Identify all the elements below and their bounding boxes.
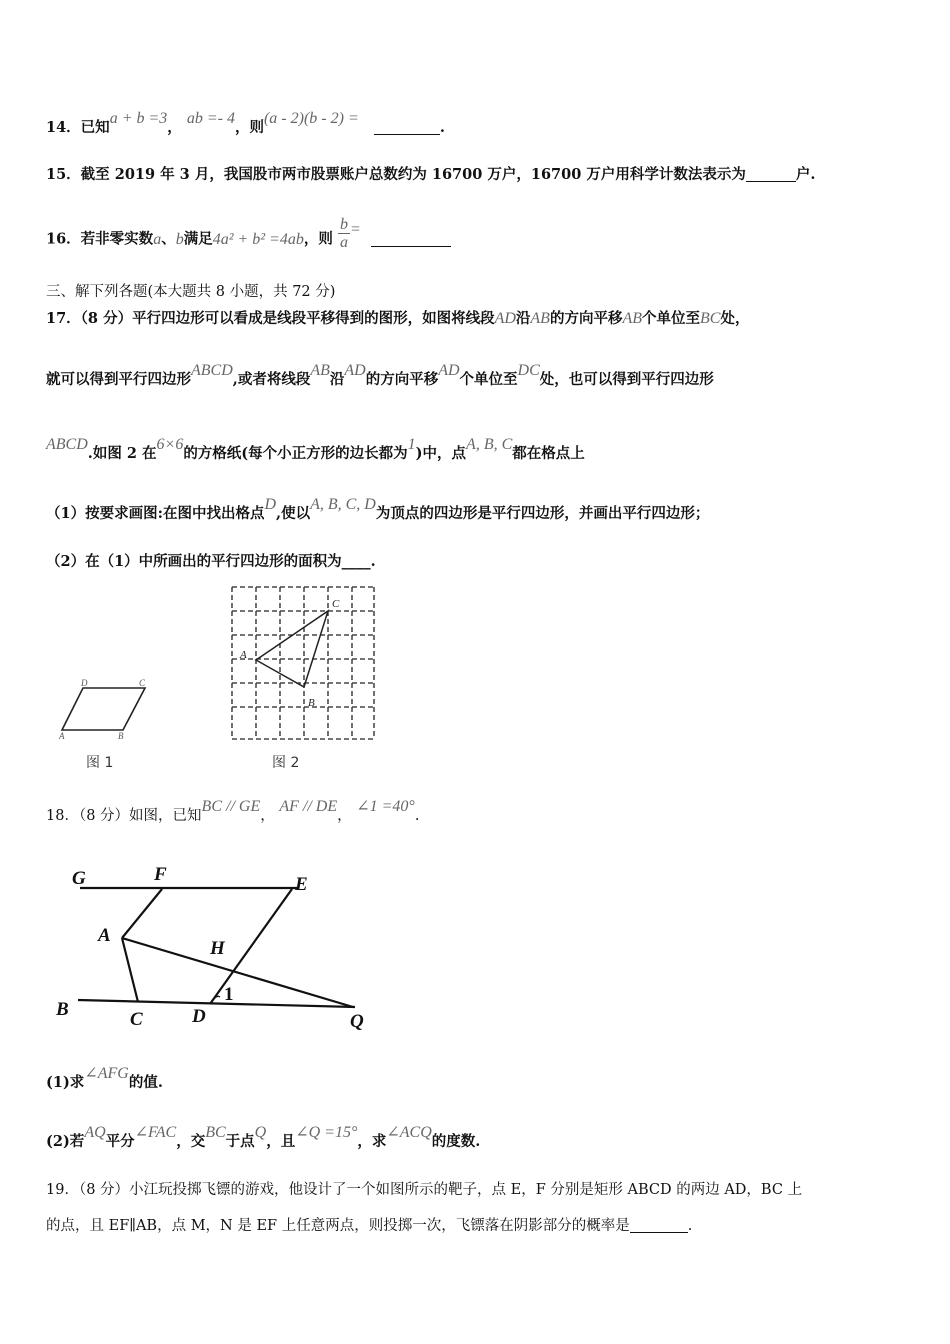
vertex-label-c: C bbox=[139, 678, 146, 688]
question-19-line1: 19．（8 分）小江玩投掷飞镖的游戏，他设计了一个如图所示的靶子，点 E，F 分别是矩形 ABCD 的两边 AD，BC 上 bbox=[46, 1182, 803, 1198]
section-title: 三、解下列各题(本大题共 8 小题，共 72 分) bbox=[46, 284, 336, 300]
label-g: G bbox=[72, 868, 86, 889]
answer-blank[interactable] bbox=[630, 1218, 688, 1233]
label-b: B bbox=[56, 999, 69, 1020]
label-d: D bbox=[192, 1006, 206, 1027]
question-17-line1: 17．（8 分）平行四边形可以看成是线段平移得到的图形，如图将线段AD沿AB的方向平移AB个单位至BC处， bbox=[46, 310, 750, 327]
figure-1-parallelogram bbox=[55, 676, 155, 741]
question-14: 14．已知a + b =3， ab =- 4，则(a - 2)(b - 2) = . bbox=[46, 110, 445, 136]
question-17-part1: （1）按要求画图:在图中找出格点D,使以A, B, C, D为顶点的四边形是平行四边形，并画出平行四边形； bbox=[46, 496, 710, 522]
triangle-abc bbox=[256, 611, 328, 687]
question-18-line1: 18．（8 分）如图，已知BC // GE， AF // DE， ∠1 =40°. bbox=[46, 798, 420, 824]
question-16: 16．若非零实数a、b满足4a² + b² =4ab，则 $\frac{b}{a}$ = bbox=[46, 222, 451, 257]
math-expr: ab =- 4 bbox=[186, 110, 235, 127]
question-17-part2: （2）在（1）中所画出的平行四边形的面积为____. bbox=[46, 553, 376, 570]
question-18-part1: (1)求∠AFG的值. bbox=[46, 1065, 163, 1091]
answer-blank[interactable] bbox=[371, 232, 451, 247]
math-expr: (a - 2)(b - 2) = bbox=[263, 110, 359, 127]
label-1: 1 bbox=[224, 984, 234, 1005]
label-q: Q bbox=[350, 1011, 364, 1032]
vertex-label-b: B bbox=[118, 731, 124, 741]
label-f: F bbox=[154, 864, 167, 885]
point-label-c: C bbox=[332, 598, 340, 610]
label-h: H bbox=[210, 938, 225, 959]
math-expr: b bbox=[175, 230, 184, 248]
math-expr: a bbox=[153, 230, 162, 248]
question-19-line2: 的点，且 EF∥AB，点 M，N 是 EF 上任意两点，则投掷一次，飞镖落在阴影部分的概率是 . bbox=[46, 1218, 693, 1234]
math-expr: a + b =3 bbox=[109, 110, 168, 127]
math-expr: 4a² + b² =4ab bbox=[212, 230, 304, 248]
vertex-label-d: D bbox=[81, 678, 88, 688]
fraction: $\frac{b}{a}$ bbox=[339, 216, 348, 251]
label-a: A bbox=[98, 925, 111, 946]
parallelogram-shape bbox=[62, 688, 145, 730]
segment-aq bbox=[122, 938, 353, 1007]
line-bq bbox=[78, 1000, 355, 1007]
question-17-line3: ABCD.如图 2 在6×6的方格纸(每个小正方形的边长都为1)中，点A, B, C都在格点上 bbox=[46, 436, 585, 462]
answer-blank[interactable] bbox=[374, 120, 440, 135]
segment-af bbox=[122, 889, 162, 938]
label-e: E bbox=[295, 874, 308, 895]
point-label-b: B bbox=[308, 697, 315, 709]
figure-18-geometry bbox=[50, 858, 390, 1038]
figure-2-caption: 图 2 bbox=[272, 755, 300, 771]
answer-blank[interactable] bbox=[746, 167, 796, 182]
point-label-a: A bbox=[240, 649, 247, 661]
question-18-part2: (2)若AQ平分∠FAC，交BC于点Q，且∠Q =15°，求∠ACQ的度数. bbox=[46, 1124, 481, 1150]
question-17-line2: 就可以得到平行四边形ABCD,或者将线段AB沿AD的方向平移AD个单位至DC处，也可以得到平行四边形 bbox=[46, 362, 714, 388]
figure-1-caption: 图 1 bbox=[86, 755, 114, 771]
label-c: C bbox=[130, 1009, 143, 1030]
figure-2-grid bbox=[228, 584, 378, 744]
question-15: 15．截至 2019 年 3 月，我国股市两市股票账户总数约为 16700 万户，16700 万户用科学计数法表示为 户. bbox=[46, 166, 816, 183]
vertex-label-a: A bbox=[59, 731, 65, 741]
segment-ac bbox=[122, 938, 138, 1002]
